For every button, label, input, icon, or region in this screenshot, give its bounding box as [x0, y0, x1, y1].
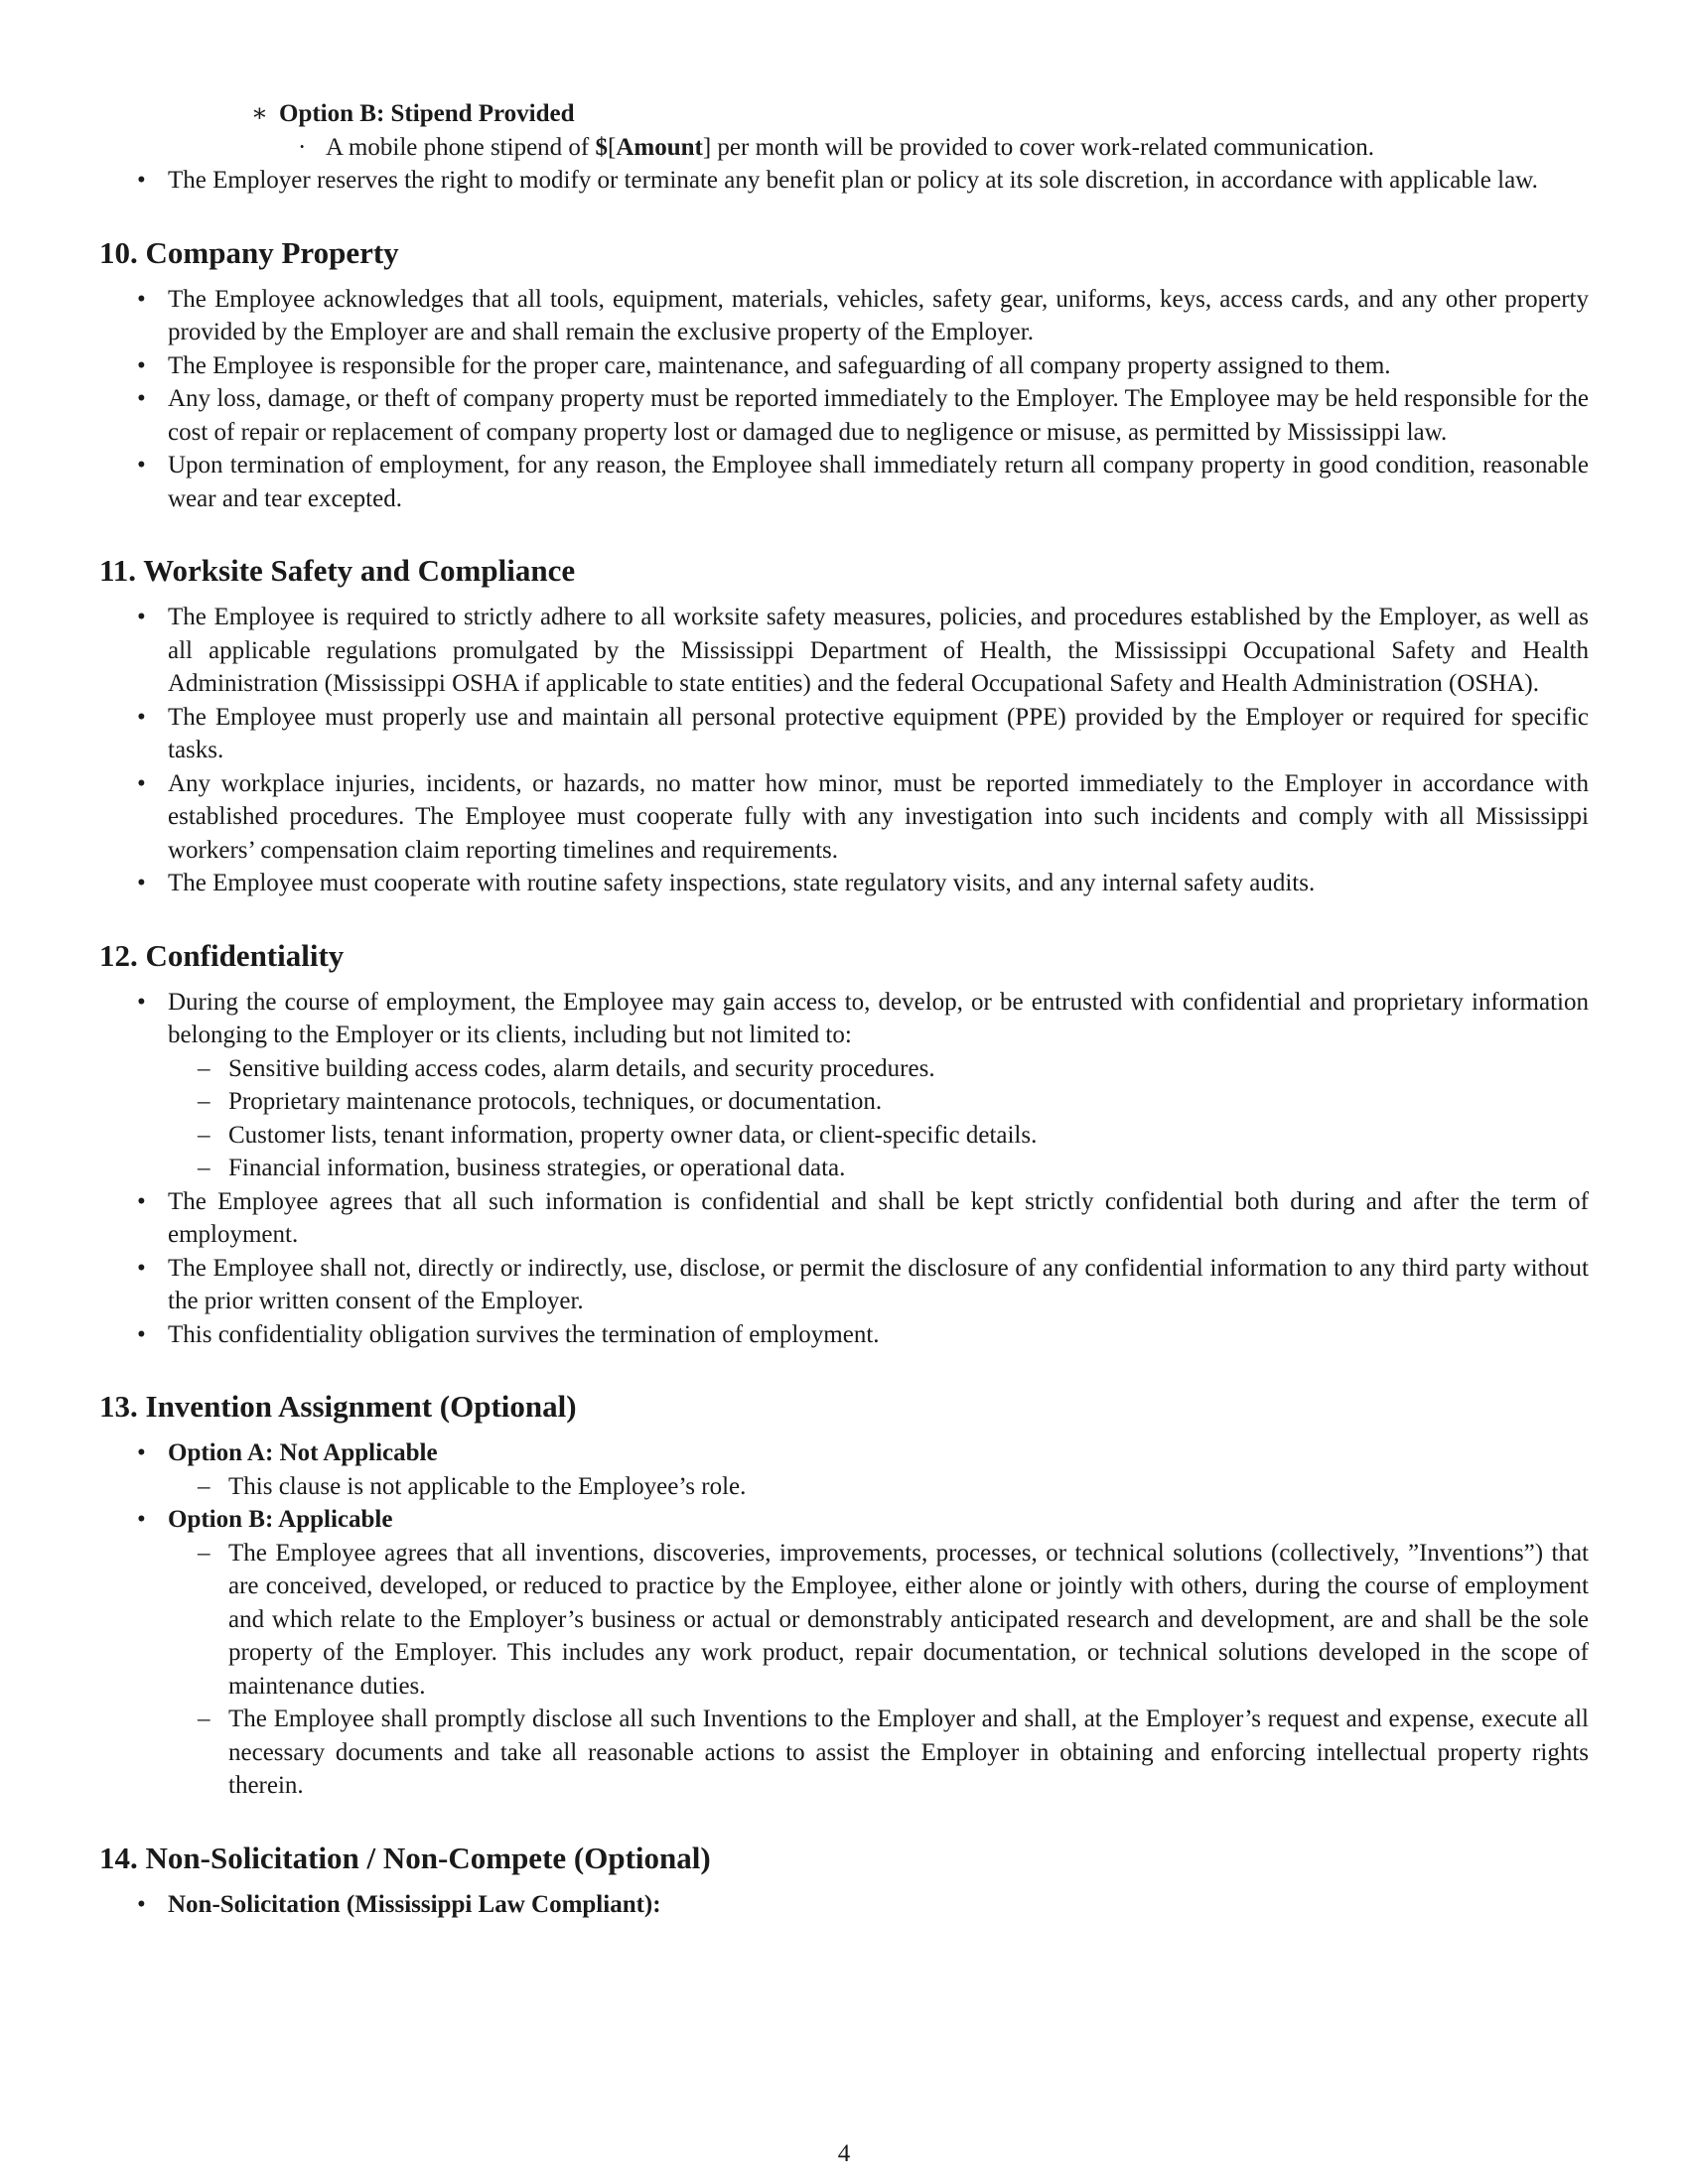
sub-list-item-text: Proprietary maintenance protocols, techniques, or documentation.: [228, 1088, 883, 1115]
list-item-text: The Employee is responsible for the proper care, maintenance, and safeguarding of all company property assigned to them.: [168, 351, 1391, 379]
list-item: [99, 867, 1589, 900]
sub-list-item-text: Sensitive building access codes, alarm details, and security procedures.: [228, 1054, 935, 1082]
bullet-icon: •: [137, 1890, 146, 1918]
bullet-icon: •: [137, 385, 146, 412]
section-10-heading: 10. Company Property: [99, 234, 399, 270]
list-item: [99, 164, 1589, 198]
stipend-dollar: $: [595, 133, 608, 161]
bullet-icon: •: [137, 604, 146, 630]
sub-list-item-text: Financial information, business strategies, or operational data.: [228, 1155, 846, 1181]
list-item: [99, 1436, 1589, 1470]
asterisk-bullet-icon: ∗: [251, 100, 268, 127]
dash-bullet-icon: –: [198, 1088, 211, 1115]
bullet-icon: •: [137, 988, 146, 1016]
stipend-bracket-close: ]: [702, 133, 712, 161]
list-item: [99, 382, 1589, 449]
bullet-icon: •: [137, 351, 146, 379]
stipend-text-pre: A mobile phone stipend of: [326, 133, 596, 161]
sub-list-item-text: The Employee shall promptly disclose all such Inventions to the Employer and shall, at the Employer’s request and expense, execute all necessary documents and take all reasonable actions to assist the Employer in obtaining and enforcing intellectual property rights therein.: [228, 1706, 1589, 1799]
bullet-icon: •: [137, 870, 146, 896]
list-item-text: The Employer reserves the right to modify or terminate any benefit plan or policy at its sole discretion, in accordance with applicable law.: [168, 167, 1538, 194]
sub-list-item-text: This clause is not applicable to the Employee’s role.: [228, 1472, 747, 1500]
section-12-heading: 12. Confidentiality: [99, 937, 345, 973]
list-item: [99, 1318, 1589, 1352]
bullet-icon: •: [137, 1254, 146, 1282]
list-item-text: The Employee acknowledges that all tools, equipment, materials, vehicles, safety gear, uniforms, keys, access cards, and any other property provided by the Employer are and shall remain the exclusive property of the Employer.: [168, 285, 1589, 345]
sub-list-item: [99, 1703, 1589, 1803]
stipend-bracket-open: [: [608, 133, 617, 161]
list-item: [99, 1888, 1589, 1922]
bullet-icon: •: [137, 769, 146, 797]
list-item-text: The Employee shall not, directly or indirectly, use, disclose, or permit the disclosure of any confidential information to any third party without the prior written consent of the Employer.: [168, 1254, 1589, 1314]
page-number: 4: [837, 2140, 851, 2167]
list-item: [99, 701, 1589, 767]
bullet-icon: •: [137, 1506, 146, 1533]
dash-bullet-icon: –: [198, 1539, 211, 1567]
dash-bullet-icon: –: [198, 1472, 211, 1500]
list-item: [99, 1503, 1589, 1537]
sub-list-item: [99, 1052, 1589, 1086]
option-b-stipend-line: [99, 97, 1589, 131]
bullet-icon: •: [137, 1439, 146, 1466]
section-14-heading: 14. Non-Solicitation / Non-Compete (Optional): [99, 1840, 711, 1875]
list-item: [99, 449, 1589, 515]
document-page: [99, 97, 1589, 1921]
dash-bullet-icon: –: [198, 1155, 211, 1181]
list-item-text: The Employee is required to strictly adhere to all worksite safety measures, policies, and procedures established by the Employer, as well as all applicable regulations promulgated by the Mississippi Department of Health, the Mississippi Occupational Safety and Health Administration (Mississippi OSHA if applicable to state entities) and the federal Occupational Safety and Health Administration (OSHA).: [168, 604, 1589, 697]
option-b-stipend-title: Option B: Stipend Provided: [279, 100, 575, 127]
list-item-text: The Employee agrees that all such information is confidential and shall be kept strictly confidential both during and after the term of employment.: [168, 1187, 1589, 1248]
bullet-icon: •: [137, 452, 146, 478]
non-solicitation-title: Non-Solicitation (Mississippi Law Compliant):: [168, 1890, 661, 1918]
sub-list-item: [99, 1152, 1589, 1185]
dot-bullet-icon: ·: [298, 133, 307, 161]
sub-list-item-text: Customer lists, tenant information, property owner data, or client-specific details.: [228, 1121, 1038, 1149]
stipend-detail-line: [99, 131, 1589, 165]
sub-list-item-text: The Employee agrees that all inventions, discoveries, improvements, processes, or technical solutions (collectively, ”Inventions”) that are conceived, developed, or reduced to practice by the Employee, either alone or jointly with others, during the course of employment and which relate to the Employer’s business or actual or demonstrably anticipated research and development, are and shall be the sole property of the Employer. This includes any work product, repair documentation, or technical solutions developed in the scope of maintenance duties.: [228, 1539, 1589, 1700]
option-b-title: Option B: Applicable: [168, 1506, 393, 1533]
stipend-text-post: per month will be provided to cover work-related communication.: [711, 133, 1375, 161]
list-item-text: During the course of employment, the Employee may gain access to, develop, or be entrusted with confidential and proprietary information belonging to the Employer or its clients, including but not limited to:: [168, 988, 1589, 1048]
list-item-text: The Employee must cooperate with routine safety inspections, state regulatory visits, and any internal safety audits.: [168, 870, 1316, 896]
bullet-icon: •: [137, 703, 146, 731]
bullet-icon: •: [137, 1320, 146, 1348]
bullet-icon: •: [137, 167, 146, 194]
list-item-text: Any workplace injuries, incidents, or hazards, no matter how minor, must be reported immediately to the Employer in accordance with established procedures. The Employee must cooperate fully with any investigation into such incidents and comply with all Mississippi workers’ compensation claim reporting timelines and requirements.: [168, 769, 1589, 864]
dash-bullet-icon: –: [198, 1054, 211, 1082]
list-item-text: The Employee must properly use and maintain all personal protective equipment (PPE) provided by the Employer or required for specific tasks.: [168, 703, 1589, 763]
sub-list-item: [99, 1119, 1589, 1153]
bullet-icon: •: [137, 1187, 146, 1215]
dash-bullet-icon: –: [198, 1121, 211, 1149]
list-item: [99, 1185, 1589, 1252]
list-item-text: Any loss, damage, or theft of company property must be reported immediately to the Employer. The Employee may be held responsible for the cost of repair or replacement of company property lost or damaged due to negligence or misuse, as permitted by Mississippi law.: [168, 385, 1589, 446]
section-13-heading: 13. Invention Assignment (Optional): [99, 1389, 577, 1424]
sub-list-item: [99, 1470, 1589, 1504]
dash-bullet-icon: –: [198, 1706, 211, 1732]
sub-list-item: [99, 1085, 1589, 1119]
section-11-heading: 11. Worksite Safety and Compliance: [99, 553, 576, 588]
sub-list-item: [99, 1537, 1589, 1704]
list-item: [99, 601, 1589, 701]
list-item: [99, 349, 1589, 383]
list-item: [99, 1252, 1589, 1318]
list-item: [99, 986, 1589, 1052]
option-a-title: Option A: Not Applicable: [168, 1439, 438, 1466]
stipend-amount-placeholder: Amount: [616, 133, 703, 161]
list-item: [99, 283, 1589, 349]
bullet-icon: •: [137, 285, 146, 313]
list-item-text: This confidentiality obligation survives the termination of employment.: [168, 1320, 880, 1348]
list-item-text: Upon termination of employment, for any reason, the Employee shall immediately return all company property in good condition, reasonable wear and tear excepted.: [168, 452, 1589, 512]
list-item: [99, 767, 1589, 868]
